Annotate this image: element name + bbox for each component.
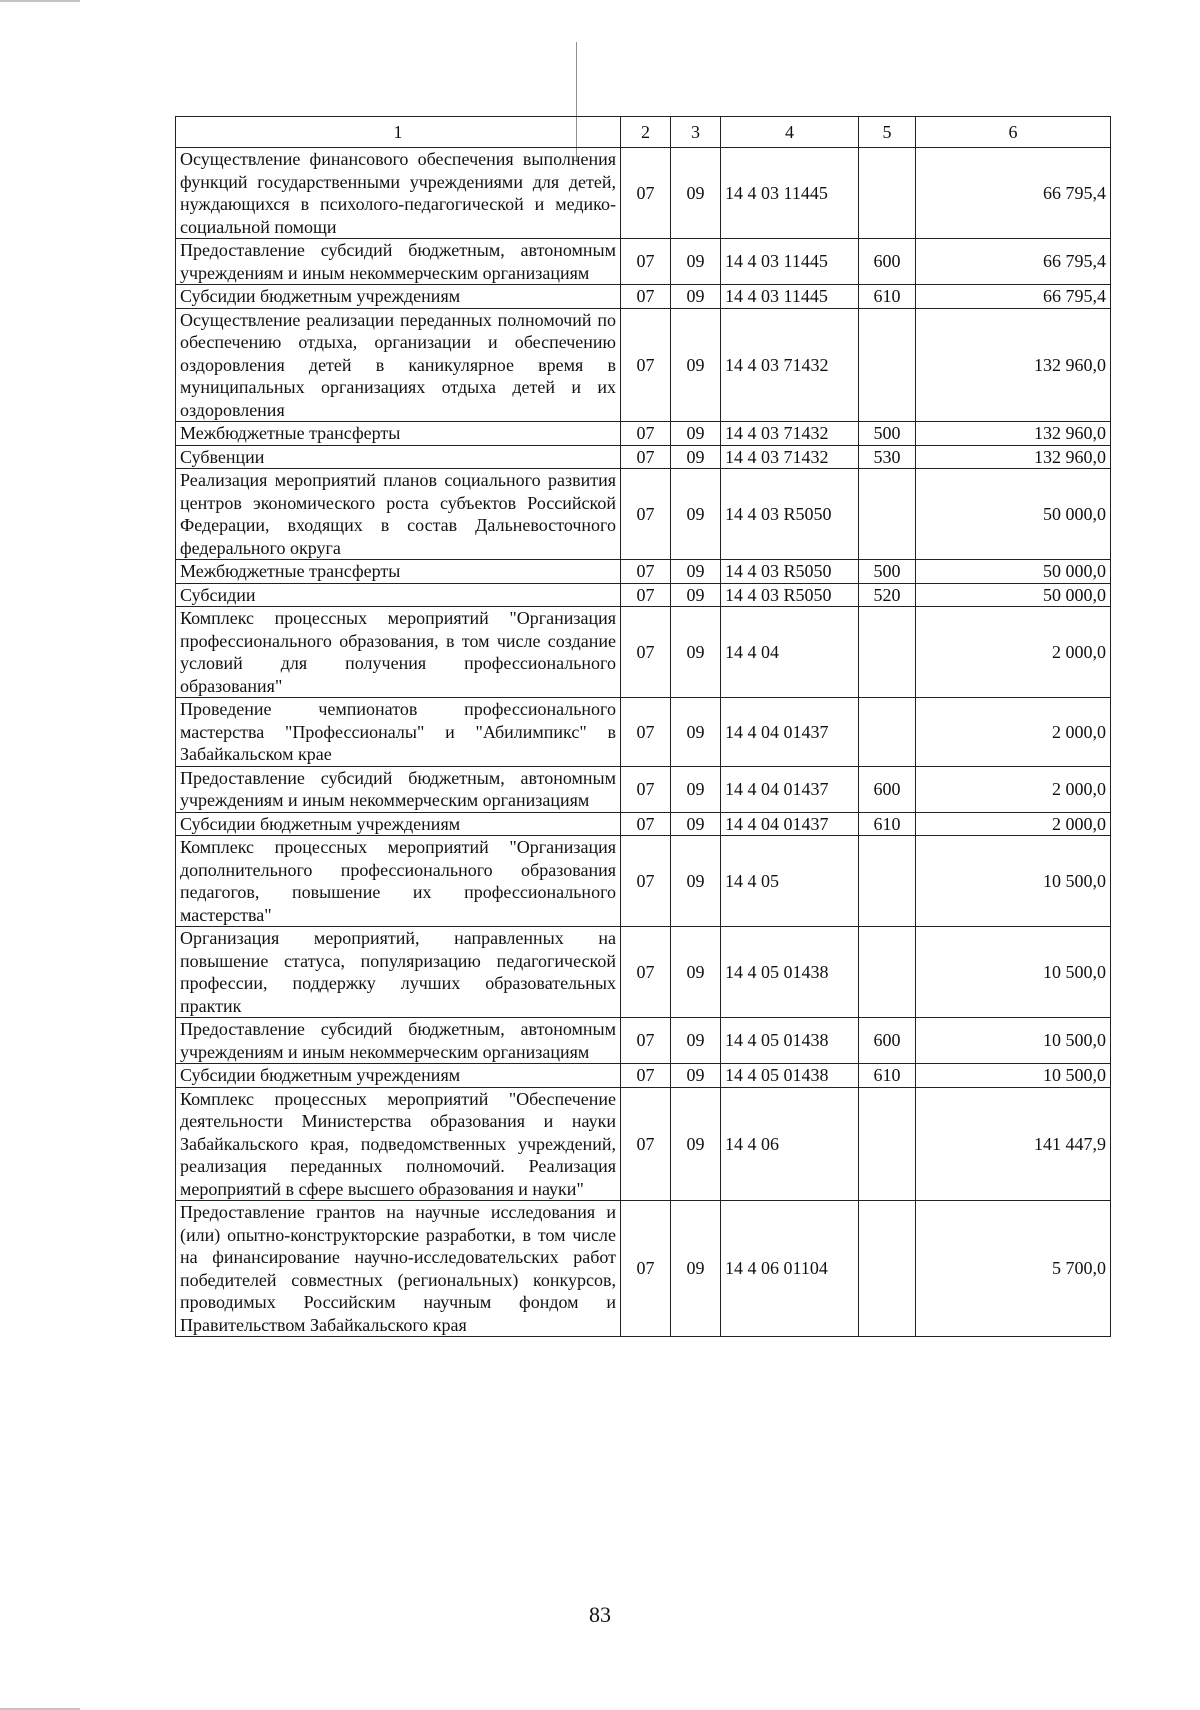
cell-name: Предоставление субсидий бюджетным, автономным учреждениям и иным некоммерческим организациям bbox=[176, 239, 621, 285]
header-col-2: 2 bbox=[621, 117, 671, 148]
cell-expense-type bbox=[859, 698, 916, 767]
cell-subsection: 09 bbox=[671, 1018, 721, 1064]
cell-name: Предоставление грантов на научные исследования и (или) опытно-конструкторские разработки, в том числе на финансирование научно-исследовательских работ победителей совместных (региональных) конкурсов, проводимых Российским научным фондом и Правительством Забайкальского края bbox=[176, 1201, 621, 1337]
cell-target-article: 14 4 05 01438 bbox=[721, 1018, 859, 1064]
cell-subsection: 09 bbox=[671, 1087, 721, 1201]
table-row bbox=[176, 1087, 1111, 1201]
table-row bbox=[176, 148, 1111, 239]
cell-expense-type bbox=[859, 836, 916, 927]
cell-target-article: 14 4 03 11445 bbox=[721, 148, 859, 239]
cell-amount: 50 000,0 bbox=[916, 583, 1111, 607]
cell-expense-type: 500 bbox=[859, 422, 916, 446]
header-row bbox=[176, 117, 1111, 148]
cell-subsection: 09 bbox=[671, 148, 721, 239]
cell-section: 07 bbox=[621, 560, 671, 584]
cell-subsection: 09 bbox=[671, 469, 721, 560]
cell-subsection: 09 bbox=[671, 308, 721, 422]
cell-amount: 5 700,0 bbox=[916, 1201, 1111, 1337]
table-row bbox=[176, 766, 1111, 812]
cell-expense-type bbox=[859, 469, 916, 560]
cell-amount: 10 500,0 bbox=[916, 1018, 1111, 1064]
cell-amount: 132 960,0 bbox=[916, 422, 1111, 446]
cell-subsection: 09 bbox=[671, 698, 721, 767]
cell-subsection: 09 bbox=[671, 836, 721, 927]
cell-target-article: 14 4 05 01438 bbox=[721, 927, 859, 1018]
cell-expense-type bbox=[859, 1201, 916, 1337]
table-row bbox=[176, 285, 1111, 309]
cell-amount: 2 000,0 bbox=[916, 812, 1111, 836]
header-col-6: 6 bbox=[916, 117, 1111, 148]
table-row bbox=[176, 1018, 1111, 1064]
table-row bbox=[176, 308, 1111, 422]
cell-subsection: 09 bbox=[671, 1064, 721, 1088]
cell-name: Субвенции bbox=[176, 445, 621, 469]
cell-expense-type: 520 bbox=[859, 583, 916, 607]
cell-subsection: 09 bbox=[671, 766, 721, 812]
cell-amount: 132 960,0 bbox=[916, 308, 1111, 422]
cell-expense-type bbox=[859, 1087, 916, 1201]
cell-target-article: 14 4 03 71432 bbox=[721, 422, 859, 446]
cell-name: Проведение чемпионатов профессионального мастерства "Профессионалы" и "Абилимпикс" в Забайкальском крае bbox=[176, 698, 621, 767]
table-row bbox=[176, 239, 1111, 285]
table-row bbox=[176, 698, 1111, 767]
cell-target-article: 14 4 03 R5050 bbox=[721, 583, 859, 607]
cell-subsection: 09 bbox=[671, 445, 721, 469]
cell-section: 07 bbox=[621, 698, 671, 767]
cell-subsection: 09 bbox=[671, 812, 721, 836]
scan-edge-mark-top bbox=[0, 0, 80, 2]
cell-expense-type: 610 bbox=[859, 1064, 916, 1088]
cell-expense-type: 610 bbox=[859, 812, 916, 836]
cell-name: Предоставление субсидий бюджетным, автономным учреждениям и иным некоммерческим организациям bbox=[176, 766, 621, 812]
cell-target-article: 14 4 03 71432 bbox=[721, 445, 859, 469]
cell-name: Предоставление субсидий бюджетным, автономным учреждениям и иным некоммерческим организациям bbox=[176, 1018, 621, 1064]
cell-expense-type: 600 bbox=[859, 1018, 916, 1064]
table-row bbox=[176, 927, 1111, 1018]
cell-name: Организация мероприятий, направленных на повышение статуса, популяризацию педагогической профессии, поддержку лучших образовательных практик bbox=[176, 927, 621, 1018]
cell-section: 07 bbox=[621, 148, 671, 239]
cell-target-article: 14 4 04 01437 bbox=[721, 698, 859, 767]
cell-section: 07 bbox=[621, 308, 671, 422]
cell-section: 07 bbox=[621, 1018, 671, 1064]
cell-target-article: 14 4 06 01104 bbox=[721, 1201, 859, 1337]
cell-amount: 141 447,9 bbox=[916, 1087, 1111, 1201]
cell-amount: 10 500,0 bbox=[916, 836, 1111, 927]
cell-target-article: 14 4 03 R5050 bbox=[721, 560, 859, 584]
cell-target-article: 14 4 06 bbox=[721, 1087, 859, 1201]
header-col-3: 3 bbox=[671, 117, 721, 148]
cell-section: 07 bbox=[621, 1087, 671, 1201]
cell-section: 07 bbox=[621, 927, 671, 1018]
cell-expense-type: 530 bbox=[859, 445, 916, 469]
cell-expense-type bbox=[859, 148, 916, 239]
table-row bbox=[176, 1064, 1111, 1088]
header-col-4: 4 bbox=[721, 117, 859, 148]
cell-target-article: 14 4 03 11445 bbox=[721, 239, 859, 285]
cell-section: 07 bbox=[621, 836, 671, 927]
cell-target-article: 14 4 05 bbox=[721, 836, 859, 927]
budget-table bbox=[175, 116, 1111, 1337]
page-number: 83 bbox=[589, 1602, 611, 1627]
cell-expense-type: 500 bbox=[859, 560, 916, 584]
table-row bbox=[176, 469, 1111, 560]
cell-section: 07 bbox=[621, 583, 671, 607]
cell-amount: 2 000,0 bbox=[916, 607, 1111, 698]
header-col-1: 1 bbox=[176, 117, 621, 148]
cell-expense-type bbox=[859, 927, 916, 1018]
cell-target-article: 14 4 03 71432 bbox=[721, 308, 859, 422]
cell-target-article: 14 4 04 01437 bbox=[721, 766, 859, 812]
cell-name: Осуществление реализации переданных полномочий по обеспечению отдыха, организации и обеспечению оздоровления детей в каникулярное время в муниципальных организациях отдыха детей и их оздоровления bbox=[176, 308, 621, 422]
cell-subsection: 09 bbox=[671, 560, 721, 584]
cell-expense-type: 600 bbox=[859, 766, 916, 812]
table-row bbox=[176, 1201, 1111, 1337]
cell-subsection: 09 bbox=[671, 239, 721, 285]
cell-subsection: 09 bbox=[671, 583, 721, 607]
cell-target-article: 14 4 04 01437 bbox=[721, 812, 859, 836]
cell-subsection: 09 bbox=[671, 927, 721, 1018]
cell-section: 07 bbox=[621, 469, 671, 560]
cell-section: 07 bbox=[621, 422, 671, 446]
cell-expense-type bbox=[859, 607, 916, 698]
cell-section: 07 bbox=[621, 445, 671, 469]
cell-subsection: 09 bbox=[671, 607, 721, 698]
cell-expense-type bbox=[859, 308, 916, 422]
cell-section: 07 bbox=[621, 607, 671, 698]
cell-amount: 66 795,4 bbox=[916, 239, 1111, 285]
cell-amount: 10 500,0 bbox=[916, 927, 1111, 1018]
cell-subsection: 09 bbox=[671, 285, 721, 309]
cell-amount: 10 500,0 bbox=[916, 1064, 1111, 1088]
cell-subsection: 09 bbox=[671, 422, 721, 446]
cell-expense-type: 610 bbox=[859, 285, 916, 309]
cell-target-article: 14 4 03 R5050 bbox=[721, 469, 859, 560]
table-row bbox=[176, 422, 1111, 446]
table-row bbox=[176, 583, 1111, 607]
cell-subsection: 09 bbox=[671, 1201, 721, 1337]
cell-target-article: 14 4 04 bbox=[721, 607, 859, 698]
cell-amount: 66 795,4 bbox=[916, 285, 1111, 309]
cell-amount: 132 960,0 bbox=[916, 445, 1111, 469]
cell-amount: 2 000,0 bbox=[916, 766, 1111, 812]
cell-name: Субсидии бюджетным учреждениям bbox=[176, 1064, 621, 1088]
table-header bbox=[176, 117, 1111, 148]
cell-section: 07 bbox=[621, 1064, 671, 1088]
cell-name: Осуществление финансового обеспечения выполнения функций государственными учреждениями для детей, нуждающихся в психолого-педагогической и медико-социальной помощи bbox=[176, 148, 621, 239]
cell-section: 07 bbox=[621, 1201, 671, 1337]
table-row bbox=[176, 812, 1111, 836]
cell-target-article: 14 4 03 11445 bbox=[721, 285, 859, 309]
cell-section: 07 bbox=[621, 812, 671, 836]
cell-amount: 50 000,0 bbox=[916, 560, 1111, 584]
cell-name: Межбюджетные трансферты bbox=[176, 560, 621, 584]
cell-target-article: 14 4 05 01438 bbox=[721, 1064, 859, 1088]
table-body bbox=[176, 148, 1111, 1337]
cell-amount: 66 795,4 bbox=[916, 148, 1111, 239]
cell-name: Субсидии бюджетным учреждениям bbox=[176, 812, 621, 836]
table-row bbox=[176, 560, 1111, 584]
cell-amount: 50 000,0 bbox=[916, 469, 1111, 560]
cell-expense-type: 600 bbox=[859, 239, 916, 285]
cell-name: Комплекс процессных мероприятий "Организация профессионального образования, в том числе создание условий для получения профессионального образования" bbox=[176, 607, 621, 698]
cell-section: 07 bbox=[621, 285, 671, 309]
cell-name: Субсидии bbox=[176, 583, 621, 607]
cell-name: Комплекс процессных мероприятий "Обеспечение деятельности Министерства образования и науки Забайкальского края, подведомственных учреждений, реализация переданных полномочий. Реализация мероприятий в сфере высшего образования и науки" bbox=[176, 1087, 621, 1201]
table-row bbox=[176, 836, 1111, 927]
table-row bbox=[176, 445, 1111, 469]
cell-amount: 2 000,0 bbox=[916, 698, 1111, 767]
cell-name: Межбюджетные трансферты bbox=[176, 422, 621, 446]
cell-name: Субсидии бюджетным учреждениям bbox=[176, 285, 621, 309]
table-row bbox=[176, 607, 1111, 698]
cell-section: 07 bbox=[621, 766, 671, 812]
header-col-5: 5 bbox=[859, 117, 916, 148]
cell-section: 07 bbox=[621, 239, 671, 285]
cell-name: Реализация мероприятий планов социального развития центров экономического роста субъектов Российской Федерации, входящих в состав Дальневосточного федерального округа bbox=[176, 469, 621, 560]
cell-name: Комплекс процессных мероприятий "Организация дополнительного профессионального образования педагогов, повышение их профессионального мастерства" bbox=[176, 836, 621, 927]
